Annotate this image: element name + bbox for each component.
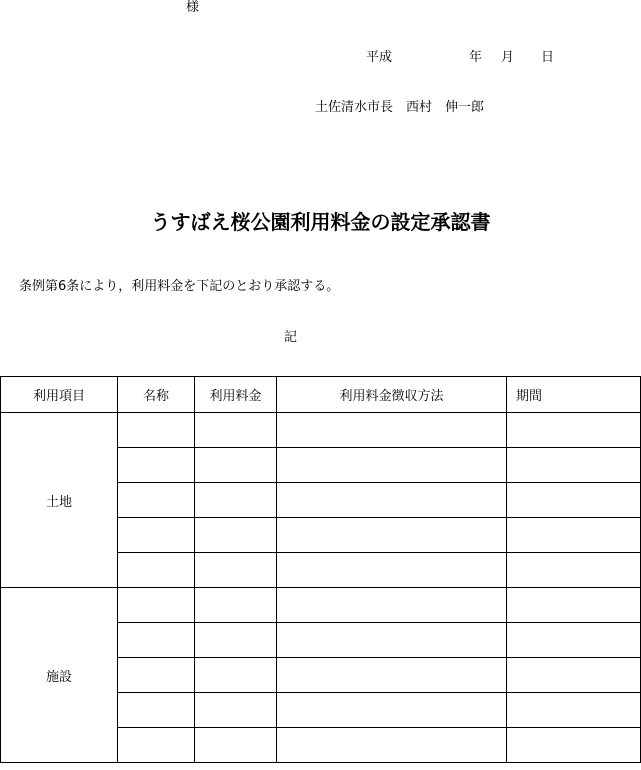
cell-fee [195,553,277,588]
cell-period [507,553,641,588]
cell-fee [195,728,277,763]
cell-period [507,483,641,518]
cell-period [507,728,641,763]
cell-fee [195,518,277,553]
table-row [1,413,641,448]
date-day-label: 日 [541,50,555,65]
cell-period [507,588,641,623]
cell-period [507,693,641,728]
fee-table [0,376,641,763]
date-month-label: 月 [501,50,515,65]
cell-method [277,623,507,658]
cell-name [118,693,195,728]
cell-method [277,518,507,553]
cell-name [118,518,195,553]
cell-name [118,553,195,588]
cell-method [277,658,507,693]
header-period: 期間 [507,377,641,413]
cell-fee [195,483,277,518]
category-land: 土地 [1,413,118,588]
cell-period [507,518,641,553]
addressee-suffix: 様 [186,0,200,15]
cell-method [277,413,507,448]
cell-name [118,728,195,763]
cell-period [507,658,641,693]
cell-method [277,728,507,763]
cell-fee [195,658,277,693]
cell-period [507,448,641,483]
header-name: 名称 [118,377,195,413]
category-facility: 施設 [1,588,118,763]
cell-name [118,413,195,448]
cell-name [118,658,195,693]
cell-method [277,483,507,518]
cell-fee [195,413,277,448]
body-text: 条例第6条により，利用料金を下記のとおり承認する。 [19,279,340,294]
cell-fee [195,623,277,658]
date-era: 平成 [366,50,393,65]
cell-method [277,448,507,483]
cell-name [118,483,195,518]
cell-fee [195,693,277,728]
cell-fee [195,588,277,623]
date-year-label: 年 [469,50,483,65]
cell-name [118,588,195,623]
cell-period [507,623,641,658]
cell-method [277,588,507,623]
document-title: うすばえ桜公園利用料金の設定承認書 [150,210,491,234]
cell-method [277,693,507,728]
header-fee: 利用料金 [195,377,277,413]
cell-period [507,413,641,448]
table-row [1,588,641,623]
cell-method [277,553,507,588]
issuer-name: 土佐清水市長 西村 伸一郎 [315,100,485,115]
cell-name [118,623,195,658]
ki-marker: 記 [284,330,298,345]
header-collection-method: 利用料金徴収方法 [277,377,507,413]
cell-fee [195,448,277,483]
table-header-row [1,377,641,413]
cell-name [118,448,195,483]
header-usage-item: 利用項目 [1,377,118,413]
